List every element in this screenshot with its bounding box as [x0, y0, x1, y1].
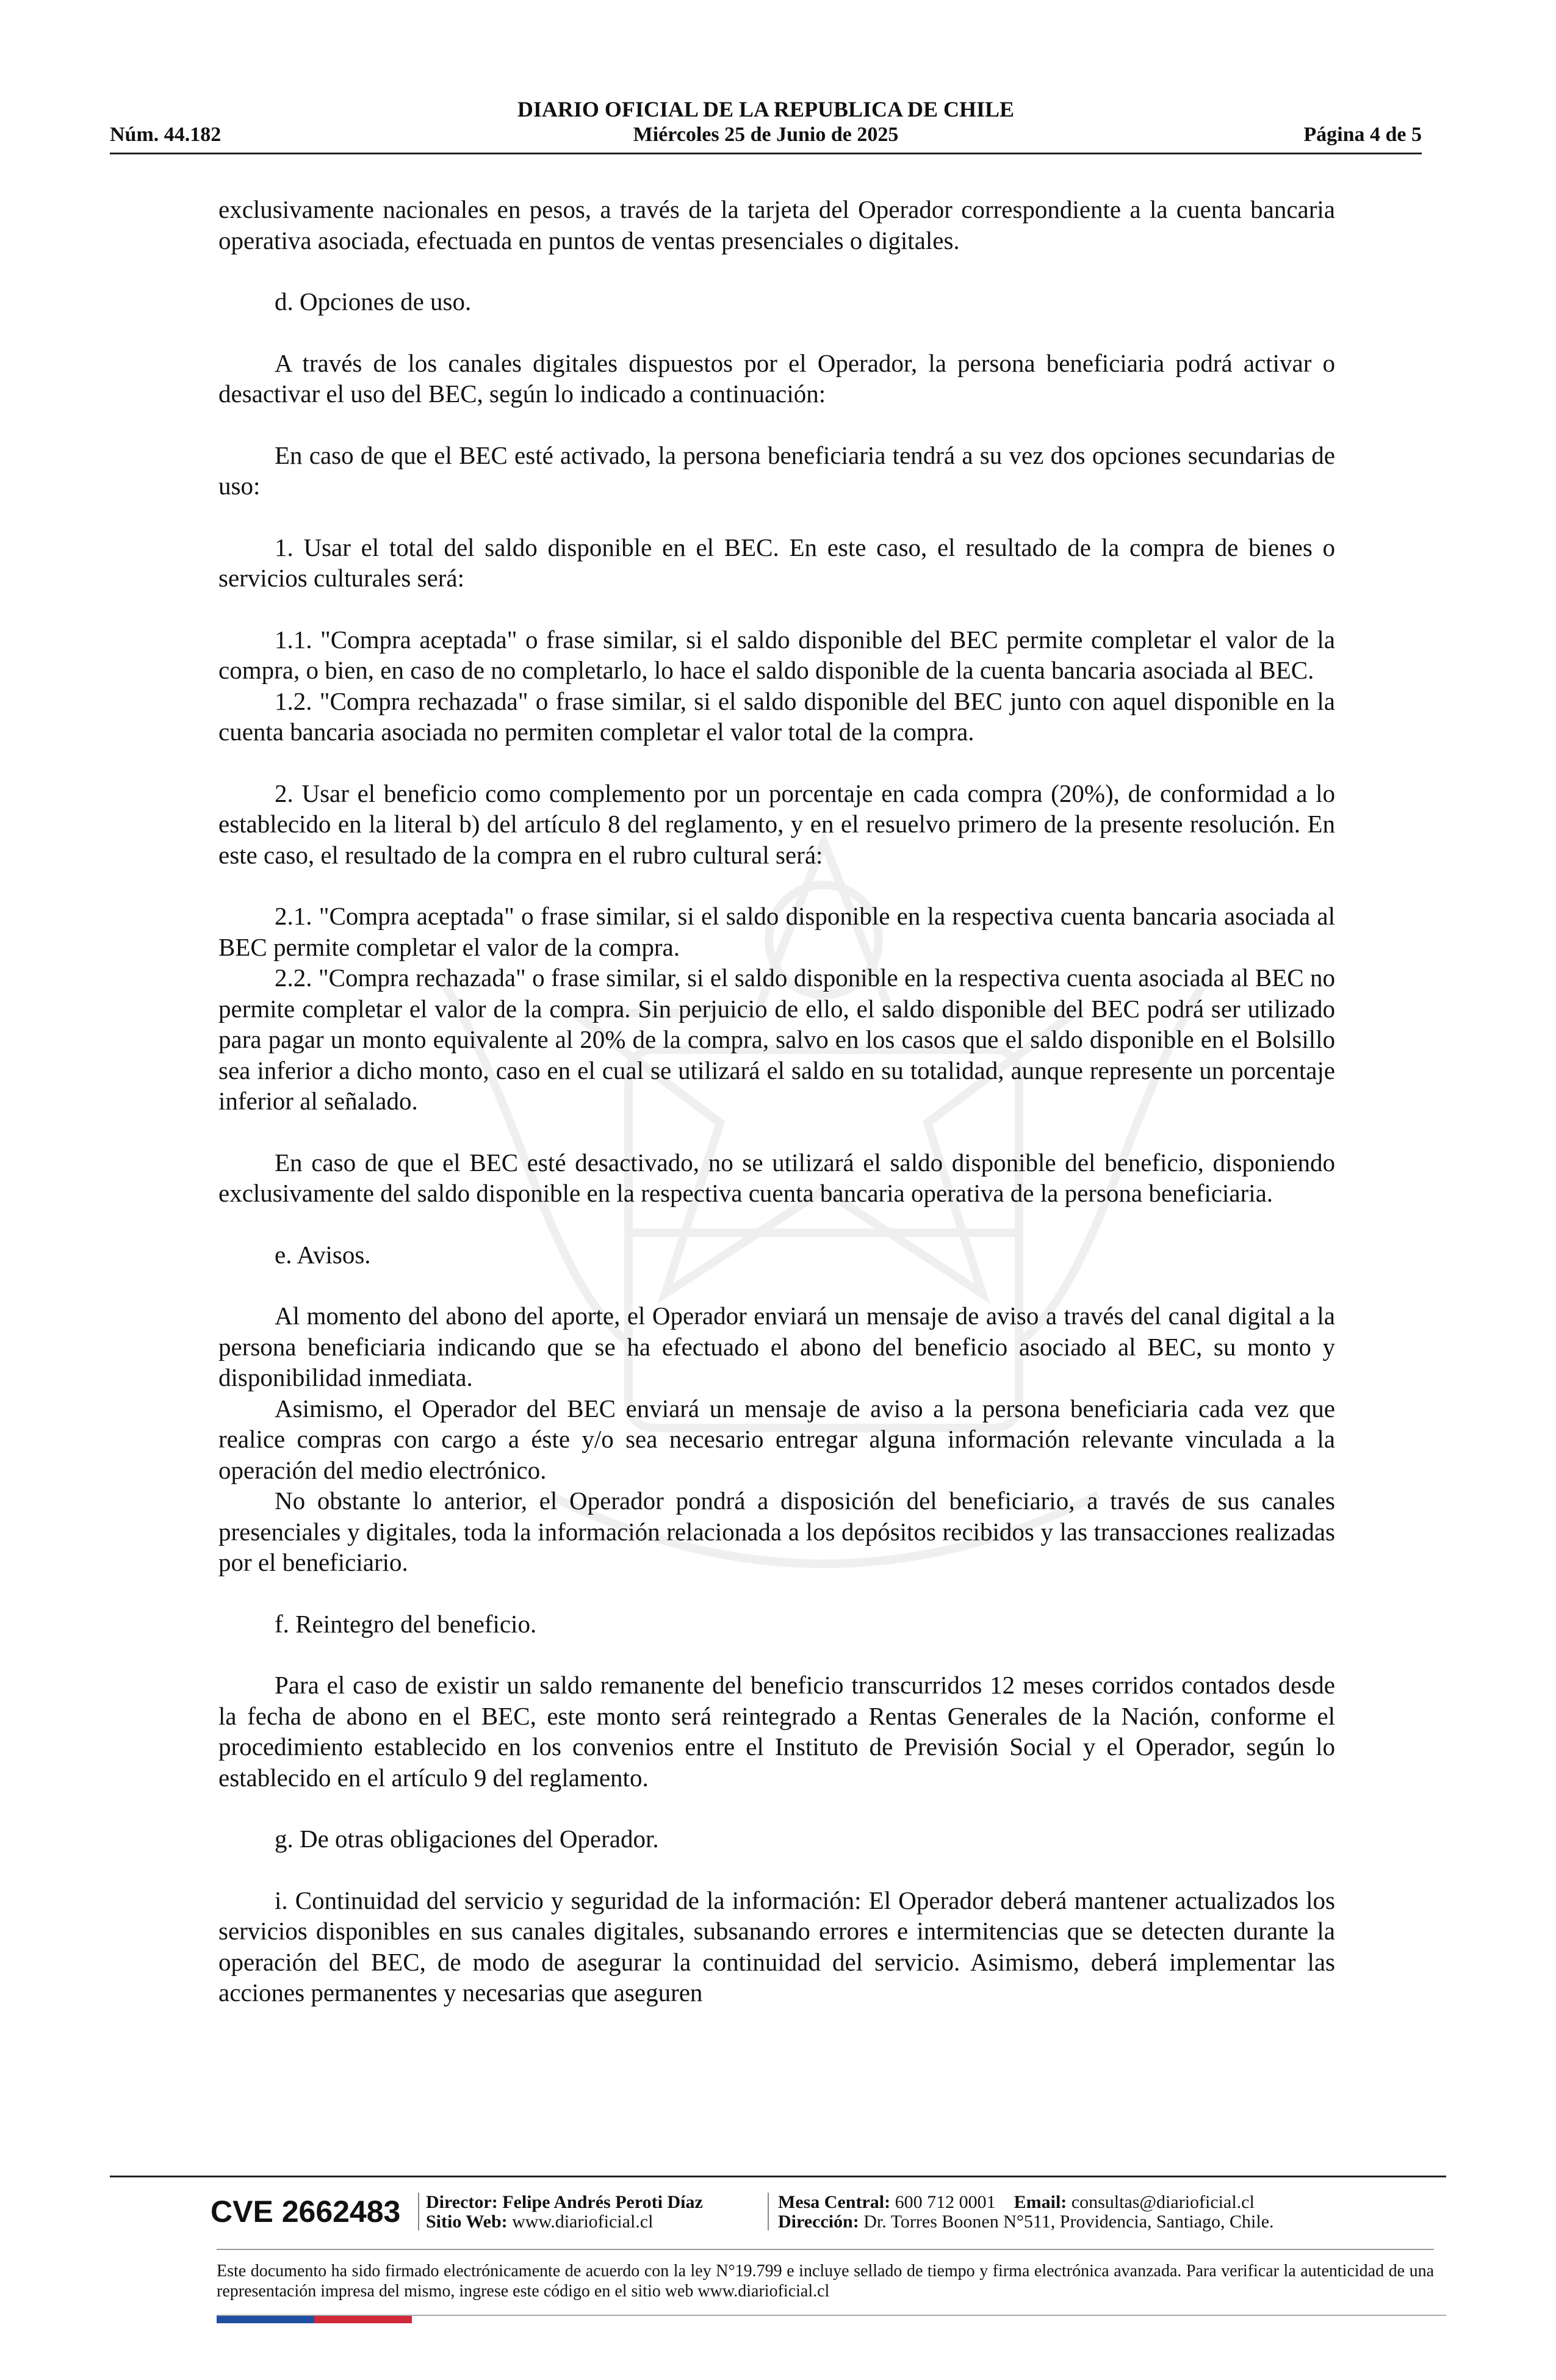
flag-stripe-red — [314, 2316, 412, 2323]
issue-number: Núm. 44.182 — [110, 123, 222, 146]
signature-notice: Este documento ha sido firmado electrónicamente de acuerdo con la ley N°19.799 e incluye sellado de tiempo y firma electrónica avanzada. Para verificar la autenticidad de una representación impresa del mismo, ingrese este código en el sitio web www.diarioficial.cl — [217, 2262, 1434, 2301]
section-heading: d. Opciones de uso. — [275, 287, 472, 316]
paragraph: 2.1. "Compra aceptada" o frase similar, si el saldo disponible en la respectiva cuenta bancaria asociada al BEC permite completar el valor de la compra. — [218, 902, 1335, 961]
paragraph: En caso de que el BEC esté activado, la persona beneficiaria tendrá a su vez dos opciones secundarias de uso: — [218, 441, 1335, 500]
footer-director-block — [426, 2193, 703, 2232]
footer-separator — [418, 2193, 419, 2230]
section-heading: f. Reintegro del beneficio. — [275, 1609, 537, 1638]
paragraph: En caso de que el BEC esté desactivado, no se utilizará el saldo disponible del beneficio, disponiendo exclusivamente del saldo disponible en la respectiva cuenta bancaria operativa de la persona beneficiaria. — [218, 1148, 1335, 1207]
issue-date: Miércoles 25 de Junio de 2025 — [633, 123, 899, 146]
paragraph: 1. Usar el total del saldo disponible en el BEC. En este caso, el resultado de la compra de bienes o servicios culturales será: — [218, 533, 1335, 592]
director-label: Director: — [426, 2192, 498, 2212]
website-label: Sitio Web: — [426, 2212, 508, 2232]
website-link[interactable]: www.diarioficial.cl — [512, 2212, 654, 2232]
paragraph: 1.1. "Compra aceptada" o frase similar, si el saldo disponible del BEC permite completar el valor de la compra, o bien, en caso de no completarlo, lo hace el saldo disponible de la cuenta bancaria asociada al BEC. — [218, 625, 1335, 684]
paragraph: A través de los canales digitales dispuestos por el Operador, la persona beneficiaria podrá activar o desactivar el uso del BEC, según lo indicado a continuación: — [218, 348, 1335, 408]
email-label: Email: — [1014, 2192, 1067, 2212]
publication-title: DIARIO OFICIAL DE LA REPUBLICA DE CHILE — [517, 97, 1015, 121]
flag-stripe-blue — [217, 2316, 314, 2323]
footer-divider — [110, 2176, 1446, 2177]
section-heading: e. Avisos. — [275, 1240, 371, 1269]
footer-divider — [217, 2249, 1434, 2250]
email-link[interactable]: consultas@diarioficial.cl — [1071, 2192, 1255, 2212]
paragraph: 1.2. "Compra rechazada" o frase similar, si el saldo disponible del BEC junto con aquel disponible en la cuenta bancaria asociada no permiten completar el valor total de la compra. — [218, 687, 1335, 746]
paragraph: Asimismo, el Operador del BEC enviará un mensaje de aviso a la persona beneficiaria cada vez que realice compras con cargo a éste y/o sea necesario entregar alguna información relevante vinculada a la operación del medio electrónico. — [218, 1394, 1335, 1484]
paragraph: Al momento del abono del aporte, el Operador enviará un mensaje de aviso a través del canal digital a la persona beneficiaria indicando que se ha efectuado el abono del beneficio asociado al BEC, su monto y disponibilidad inmediata. — [218, 1302, 1335, 1391]
page-header — [110, 92, 1422, 154]
address-label: Dirección: — [778, 2212, 859, 2232]
mesa-central-phone: 600 712 0001 — [895, 2192, 996, 2212]
footer-separator — [768, 2193, 769, 2230]
paragraph: Para el caso de existir un saldo remanente del beneficio transcurridos 12 meses corridos contados desde la fecha de abono en el BEC, este monto será reintegrado a Rentas Generales de la Nación, conforme el procedimiento establecido en los convenios entre el Instituto de Previsión Social y el Operador, según lo establecido en el artículo 9 del reglamento. — [218, 1671, 1335, 1792]
document-body — [218, 194, 1335, 2008]
cve-code: CVE 2662483 — [211, 2194, 401, 2229]
paragraph: No obstante lo anterior, el Operador pondrá a disposición del beneficiario, a través de sus canales presenciales y digitales, toda la información relacionada a los depósitos recibidos y las transacciones realizadas por el beneficiario. — [218, 1487, 1335, 1576]
address-value: Dr. Torres Boonen N°511, Providencia, Santiago, Chile. — [863, 2212, 1274, 2232]
page-footer — [110, 2176, 1446, 2328]
section-heading: g. De otras obligaciones del Operador. — [275, 1825, 659, 1853]
footer-contact-block — [778, 2193, 1274, 2232]
mesa-central-label: Mesa Central: — [778, 2192, 891, 2212]
paragraph: 2.2. "Compra rechazada" o frase similar, si el saldo disponible en la respectiva cuenta asociada al BEC no permite completar el valor de la compra. Sin perjuicio de ello, el saldo disponible del BEC podrá ser utilizado para pagar un monto equivalente al 20% de la compra, salvo en los casos que el saldo disponible en el Bolsillo sea inferior a dicho monto, caso en el cual se utilizará el saldo en su totalidad, aunque represente un porcentaje inferior al señalado. — [218, 964, 1335, 1115]
paragraph: exclusivamente nacionales en pesos, a través de la tarjeta del Operador correspondiente a la cuenta bancaria operativa asociada, efectuada en puntos de ventas presenciales o digitales. — [218, 195, 1335, 254]
page-number: Página 4 de 5 — [1303, 123, 1422, 146]
paragraph: 2. Usar el beneficio como complemento por un porcentaje en cada compra (20%), de conformidad a lo establecido en la literal b) del artículo 8 del reglamento, y en el resuelvo primero de la presente resolución. En este caso, el resultado de la compra en el rubro cultural será: — [218, 779, 1335, 869]
director-name: Felipe Andrés Peroti Díaz — [502, 2192, 703, 2212]
paragraph: i. Continuidad del servicio y seguridad de la información: El Operador deberá mantener actualizados los servicios disponibles en sus canales digitales, subsanando errores e intermitencias que se detecten durante la operación del BEC, de modo de asegurar la continuidad del servicio. Asimismo, deberá implementar las acciones permanentes y necesarias que aseguren — [218, 1886, 1335, 2007]
